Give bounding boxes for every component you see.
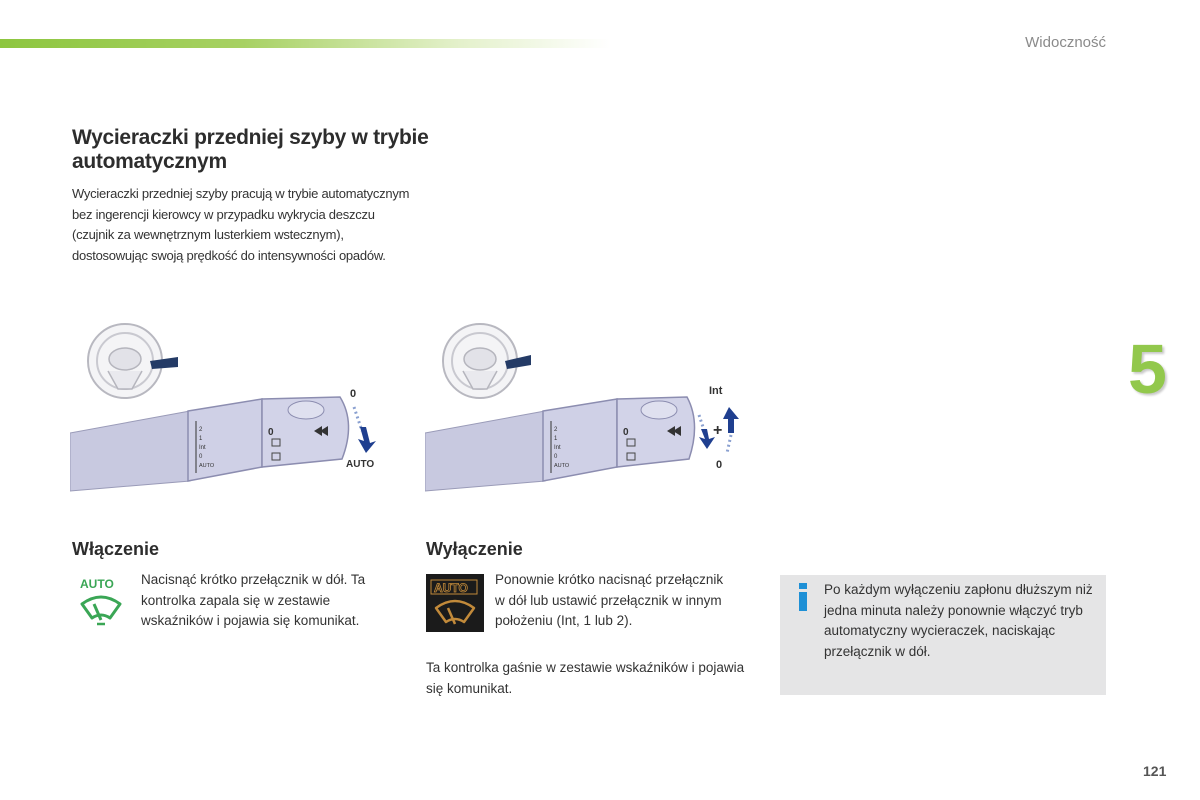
up-arrow-icon <box>723 407 739 453</box>
position-0-label: 0 <box>350 388 357 400</box>
wiper-stalk-illustration <box>70 323 385 493</box>
stalk-label-1: 1 <box>199 436 203 442</box>
stalk-label-auto: AUTO <box>199 463 215 469</box>
info-text: Po każdym wyłączeniu zapłonu dłuższym niż jedna minuta należy ponownie włączyć tryb automatyczny wycieraczek, naciskając przełącznik w dół. <box>824 582 1093 659</box>
wiper-stalk-illustration <box>425 323 755 493</box>
auto-icon-label: AUTO <box>80 577 114 591</box>
disable-text: Ponownie krótko nacisnąć przełącznik w dół lub ustawić przełącznik w innym położeniu (Int, 1 lub 2). <box>495 572 724 628</box>
svg-text:0: 0 <box>623 427 629 438</box>
auto-wiper-icon <box>78 576 124 628</box>
down-arrow-icon <box>354 407 376 453</box>
stalk-label-int: Int <box>199 445 206 451</box>
disable-note: Ta kontrolka gaśnie w zestawie wskaźników i pojawia się komunikat. <box>426 660 745 696</box>
svg-text:0: 0 <box>268 427 274 438</box>
auto-wiper-indicator-on <box>78 576 124 628</box>
steering-wheel-icon <box>88 324 178 398</box>
enable-text: Nacisnąć krótko przełącznik w dół. Ta kontrolka zapala się w zestawie wskaźników i pojawia się komunikat. <box>141 572 366 628</box>
stalk-label-int: Int <box>554 445 561 451</box>
info-box <box>780 575 1106 695</box>
header-accent-bar <box>0 39 610 48</box>
position-0-label: 0 <box>716 459 723 471</box>
stalk-label-2: 2 <box>199 427 203 433</box>
steering-wheel-icon <box>443 324 531 398</box>
info-icon <box>796 583 810 611</box>
stalk-figure-disable <box>425 323 755 493</box>
stalk-label-2: 2 <box>554 427 558 433</box>
chapter-number: 5 <box>1128 330 1167 408</box>
stalk-label-0: 0 <box>199 454 203 460</box>
auto-wiper-icon <box>426 574 484 632</box>
plus-label: + <box>713 422 723 439</box>
page-title: Wycieraczki przedniej szyby w trybie automatycznym <box>72 126 429 173</box>
enable-heading: Włączenie <box>72 539 160 559</box>
section-title: Widoczność <box>1025 34 1106 51</box>
stalk-label-1: 1 <box>554 436 558 442</box>
page-number: 121 <box>1143 763 1167 779</box>
stalk-label-auto: AUTO <box>554 463 570 469</box>
int-position-label: Int <box>709 385 723 397</box>
auto-position-label: AUTO <box>346 459 375 470</box>
stalk-label-0: 0 <box>554 454 558 460</box>
auto-icon-label: AUTO <box>434 581 468 595</box>
disable-heading: Wyłączenie <box>426 539 523 559</box>
stalk-figure-enable <box>70 323 385 493</box>
auto-wiper-indicator-off <box>426 574 484 632</box>
intro-paragraph: Wycieraczki przedniej szyby pracują w trybie automatycznym bez ingerencji kierowcy w przypadku wykrycia deszczu (czujnik za wewnętrznym lusterkiem wstecznym), dostosowując swoją prędkość do intensywności opadów. <box>72 186 410 263</box>
